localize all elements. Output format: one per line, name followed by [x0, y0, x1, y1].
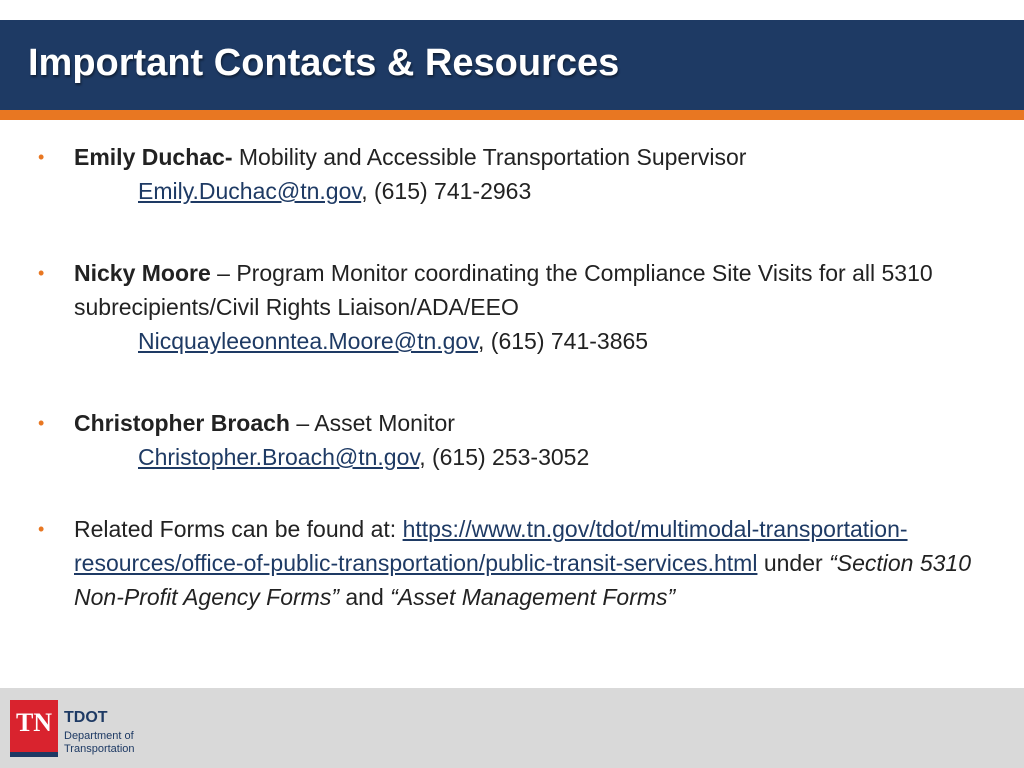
forms-name-2: “Asset Management Forms”: [390, 584, 676, 610]
contact-details: [74, 324, 994, 358]
forms-url-link[interactable]: https://www.tn.gov/tdot/multimodal-transportation-resources/office-of-public-transportation/public-transit-services.html: [74, 516, 908, 576]
contact-role: – Asset Monitor: [289, 410, 455, 436]
contact-phone: , (615) 253-3052: [419, 444, 590, 470]
contact-line: [74, 406, 994, 440]
contact-details: [74, 174, 994, 208]
logo-badge-text: TN: [15, 708, 53, 737]
contact-name: Emily Duchac-: [74, 144, 233, 170]
contact-item-duchac: [34, 140, 994, 208]
contacts-list: [34, 140, 994, 614]
contact-item-broach: [34, 406, 994, 474]
slide-title: Important Contacts & Resources: [28, 42, 620, 84]
logo-org-text: TDOT: [64, 709, 108, 726]
tdot-logo: [10, 700, 160, 760]
contact-role: Mobility and Accessible Transportation Supervisor: [232, 144, 747, 170]
tn-badge-icon: [10, 700, 58, 757]
forms-under: under: [757, 550, 830, 576]
contact-line: [74, 140, 994, 174]
contact-phone: , (615) 741-2963: [361, 178, 532, 204]
contact-phone: , (615) 741-3865: [478, 328, 649, 354]
accent-stripe: [0, 110, 1024, 120]
bullet-icon: •: [38, 413, 45, 433]
bullet-icon: •: [38, 263, 45, 283]
contact-role: – Program Monitor coordinating the Compliance Site Visits for all 5310 subrecipients/Civil Rights Liaison/ADA/EEO: [74, 260, 933, 320]
forms-lead: Related Forms can be found at:: [74, 516, 403, 542]
bullet-icon: •: [38, 519, 45, 539]
email-link[interactable]: Emily.Duchac@tn.gov: [138, 178, 362, 204]
footer-bar: [0, 688, 1024, 768]
contact-details: [74, 440, 994, 474]
forms-and: and: [339, 584, 391, 610]
contact-name: Nicky Moore: [74, 260, 211, 286]
email-link[interactable]: Nicquayleeonntea.Moore@tn.gov: [138, 328, 479, 354]
contact-item-moore: [34, 256, 994, 358]
forms-item: [34, 512, 994, 614]
contact-name: Christopher Broach: [74, 410, 290, 436]
forms-name-1: “Section 5310 Non-Profit Agency Forms”: [74, 550, 971, 610]
contact-line: [74, 256, 994, 324]
logo-dept-text: Department of Transportation: [64, 730, 135, 755]
bullet-icon: •: [38, 147, 45, 167]
email-link[interactable]: Christopher.Broach@tn.gov: [138, 444, 420, 470]
forms-text: [74, 512, 994, 614]
